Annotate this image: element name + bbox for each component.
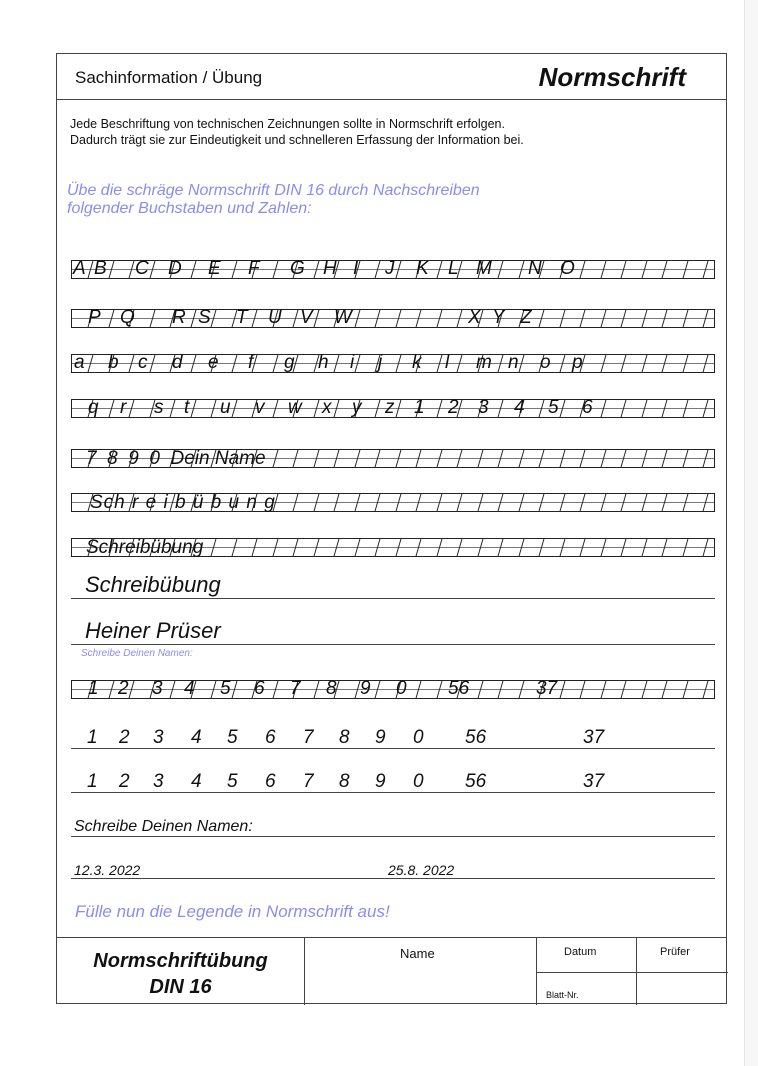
written-character: M <box>476 258 492 279</box>
written-character: 5 <box>548 397 559 418</box>
written-character: V <box>300 307 313 328</box>
name-line-text: Schreibe Deinen Namen: <box>74 818 253 835</box>
written-character: J <box>385 258 395 279</box>
written-character: F <box>248 258 260 279</box>
written-character: G <box>290 258 305 279</box>
title-block-date-label: Datum <box>564 946 597 958</box>
written-character: 0 <box>396 678 407 699</box>
written-character: 3 <box>153 771 164 792</box>
written-character: d <box>172 352 183 373</box>
written-character: 0 <box>413 771 424 792</box>
written-character: x <box>322 397 332 418</box>
written-character: v <box>255 397 265 418</box>
written-character: 9 <box>375 771 386 792</box>
title-block-checker-field[interactable] <box>636 938 728 973</box>
written-character: h <box>318 352 329 373</box>
written-character: t <box>184 397 190 418</box>
written-character: 8 <box>339 771 350 792</box>
written-character: I <box>353 258 359 279</box>
written-character: L <box>448 258 459 279</box>
written-character: 1 <box>87 727 98 748</box>
written-character: 5 <box>227 771 238 792</box>
written-character: 37 <box>536 678 558 699</box>
written-character: 56 <box>448 678 470 699</box>
name-hint: Schreibe Deinen Namen: <box>81 648 193 659</box>
date-1: 12.3. 2022 <box>74 862 141 878</box>
title-block-date-field[interactable] <box>536 938 637 973</box>
written-character: N <box>528 258 542 279</box>
written-character: m <box>476 352 492 373</box>
practice-grid-digits <box>71 680 715 699</box>
written-character: q <box>88 397 99 418</box>
written-character: D <box>168 258 182 279</box>
date-2: 25.8. 2022 <box>388 862 455 878</box>
written-character: z <box>385 397 395 418</box>
written-character: l <box>445 352 450 373</box>
written-character: K <box>416 258 429 279</box>
grid-text-word: Schreibübung <box>86 537 204 558</box>
written-character: 37 <box>583 771 605 792</box>
writing-line-word <box>71 574 715 599</box>
written-character: s <box>154 397 164 418</box>
intro-line-2: Dadurch trägt sie zur Eindeutigkeit und schnelleren Erfassung der Information bei. <box>70 133 524 147</box>
written-character: 4 <box>184 678 195 699</box>
task-line-2: folgender Buchstaben und Zahlen: <box>67 200 312 217</box>
written-character: A <box>73 258 86 279</box>
written-character: i <box>350 352 355 373</box>
written-character: 8 <box>326 678 337 699</box>
written-character: p <box>572 352 583 373</box>
writing-line-dates <box>71 858 715 879</box>
written-character: o <box>540 352 551 373</box>
written-character: 56 <box>465 771 487 792</box>
practice-grid-lowercase-1 <box>71 354 715 373</box>
written-character: 6 <box>265 771 276 792</box>
written-character: 2 <box>448 397 459 418</box>
header-subject: Sachinformation / Übung <box>75 68 263 87</box>
written-character: a <box>74 352 85 373</box>
title-block-checker-label: Prüfer <box>660 946 690 958</box>
written-character: 6 <box>265 727 276 748</box>
written-character: y <box>352 397 362 418</box>
title-block-sheet-field[interactable] <box>536 972 637 1005</box>
written-character: W <box>334 307 352 328</box>
written-character: 1 <box>414 397 425 418</box>
practice-grid-uppercase-1 <box>71 260 715 279</box>
written-character: T <box>236 307 248 328</box>
intro-text <box>70 116 710 148</box>
worksheet-frame <box>56 53 727 1004</box>
written-character: 4 <box>191 727 202 748</box>
written-character: 6 <box>582 397 593 418</box>
written-character: 1 <box>87 771 98 792</box>
written-character: 37 <box>583 727 605 748</box>
written-character: 6 <box>254 678 265 699</box>
written-character: Y <box>492 307 505 328</box>
written-character: O <box>560 258 575 279</box>
written-character: w <box>288 397 302 418</box>
written-character: g <box>284 352 295 373</box>
written-character: 2 <box>118 678 129 699</box>
written-character: 7 <box>303 771 314 792</box>
practice-grid-lowercase-digits <box>71 399 715 418</box>
written-character: 4 <box>514 397 525 418</box>
intro-line-1: Jede Beschriftung von technischen Zeichnungen sollte in Normschrift erfolgen. <box>70 117 505 131</box>
title-block-title-2: DIN 16 <box>149 976 212 998</box>
written-character: 5 <box>220 678 231 699</box>
written-character: H <box>323 258 337 279</box>
task-line-1: Übe die schräge Normschrift DIN 16 durch Nachschreiben <box>67 182 480 199</box>
written-character: 4 <box>191 771 202 792</box>
written-character: r <box>120 397 127 418</box>
written-character: R <box>172 307 186 328</box>
written-character: e <box>208 352 219 373</box>
title-block-title <box>57 938 305 1005</box>
written-character: C <box>135 258 149 279</box>
written-character: 1 <box>88 678 99 699</box>
written-character: 9 <box>375 727 386 748</box>
written-character: k <box>412 352 422 373</box>
title-block-name-field[interactable] <box>304 938 537 1005</box>
title-block <box>57 937 726 1006</box>
written-character: j <box>378 352 383 373</box>
written-character: E <box>208 258 221 279</box>
written-character: 7 <box>303 727 314 748</box>
written-character: S <box>198 307 211 328</box>
title-block-name-label: Name <box>400 946 435 961</box>
writing-line-name <box>71 620 715 645</box>
writing-line-digits-2 <box>71 768 715 793</box>
grid-text-name: 7 8 9 0 Dein Name <box>86 448 266 469</box>
practice-grid-name <box>71 449 715 468</box>
written-character: c <box>138 352 148 373</box>
practice-grid-spaced <box>71 493 715 512</box>
grid-text-spaced: Sch r e i b ü b u n g <box>90 492 276 513</box>
written-character: P <box>88 307 101 328</box>
title-block-title-1: Normschriftübung <box>93 950 268 972</box>
writing-line-digits-1 <box>71 724 715 749</box>
written-character: b <box>108 352 119 373</box>
line-text-name: Heiner Prüser <box>85 618 221 643</box>
written-character: B <box>94 258 107 279</box>
scrollbar-track[interactable] <box>744 0 758 1066</box>
practice-grid-uppercase-2 <box>71 309 715 328</box>
written-character: X <box>468 307 481 328</box>
written-character: 2 <box>119 727 130 748</box>
fill-legend-hint: Fülle nun die Legende in Normschrift aus! <box>75 902 390 921</box>
written-character: 56 <box>465 727 487 748</box>
grid-midline <box>72 318 714 319</box>
line-text-word: Schreibübung <box>85 572 221 597</box>
written-character: 3 <box>152 678 163 699</box>
written-character: 2 <box>119 771 130 792</box>
written-character: Q <box>120 307 135 328</box>
written-character: 9 <box>360 678 371 699</box>
written-character: 0 <box>413 727 424 748</box>
written-character: 3 <box>478 397 489 418</box>
written-character: 5 <box>227 727 238 748</box>
header-title: Normschrift <box>538 62 686 92</box>
written-character: U <box>268 307 282 328</box>
title-block-sheet-label: Blatt-Nr. <box>546 990 579 1000</box>
practice-grid-word <box>71 538 715 557</box>
task-instruction <box>67 182 480 218</box>
writing-line-namelabel <box>71 814 715 837</box>
written-character: n <box>508 352 519 373</box>
sheet-header <box>57 54 726 100</box>
written-character: f <box>248 352 254 373</box>
written-character: 8 <box>339 727 350 748</box>
written-character: 7 <box>290 678 301 699</box>
written-character: u <box>220 397 231 418</box>
written-character: Z <box>520 307 532 328</box>
grid-midline <box>72 363 714 364</box>
written-character: 3 <box>153 727 164 748</box>
grid-midline <box>72 689 714 690</box>
